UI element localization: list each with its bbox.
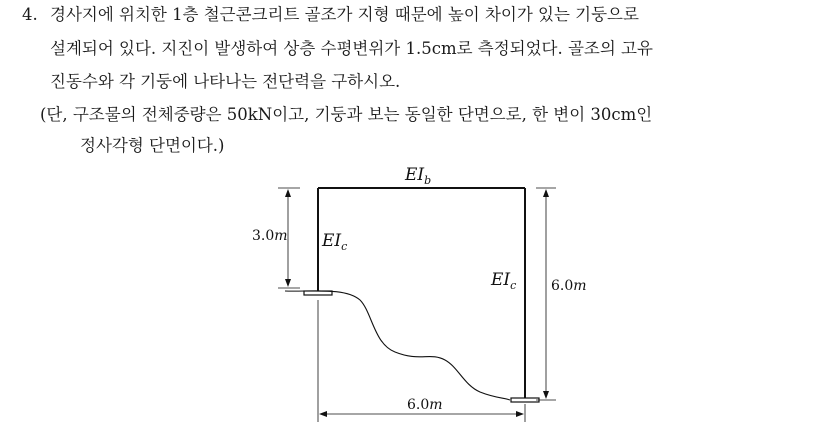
problem-line-2: 설계되어 있다. 지진이 발생하여 상층 수평변위가 1.5cm로 측정되었다. 골조의 고유 [50,39,653,58]
left-height-label: 3.0m [252,228,288,244]
problem-line-3: 진동수와 각 기둥에 나타나는 전단력을 구하시오. [50,72,401,91]
beam-stiffness-label: $EI_b$ [405,165,432,187]
ground-slope [285,291,510,400]
span-dim-arrow-right [516,411,524,417]
right-dim-arrow-bottom [543,391,549,399]
condition-line-1: (단, 구조물의 전체중량은 50kN이고, 기둥과 보는 동일한 단면으로, 한 변이 30cm인 [40,105,653,124]
left-dim-arrow-top [285,189,291,197]
right-support [511,398,539,402]
left-column-stiffness-label: $EI_c$ [322,231,348,253]
span-dim-arrow-left [319,411,327,417]
condition-line-2: 정사각형 단면이다.) [80,136,225,155]
right-height-label: 6.0m [551,278,587,294]
right-column-stiffness-label: $EI_c$ [491,270,517,292]
problem-line-1: 경사지에 위치한 1층 철근콘크리트 골조가 지형 때문에 높이 차이가 있는 기둥으로 [50,5,639,24]
left-dim-arrow-bottom [285,279,291,287]
span-label: 6.0m [407,397,443,413]
problem-number: 4. [22,5,38,24]
right-dim-arrow-top [543,189,549,197]
